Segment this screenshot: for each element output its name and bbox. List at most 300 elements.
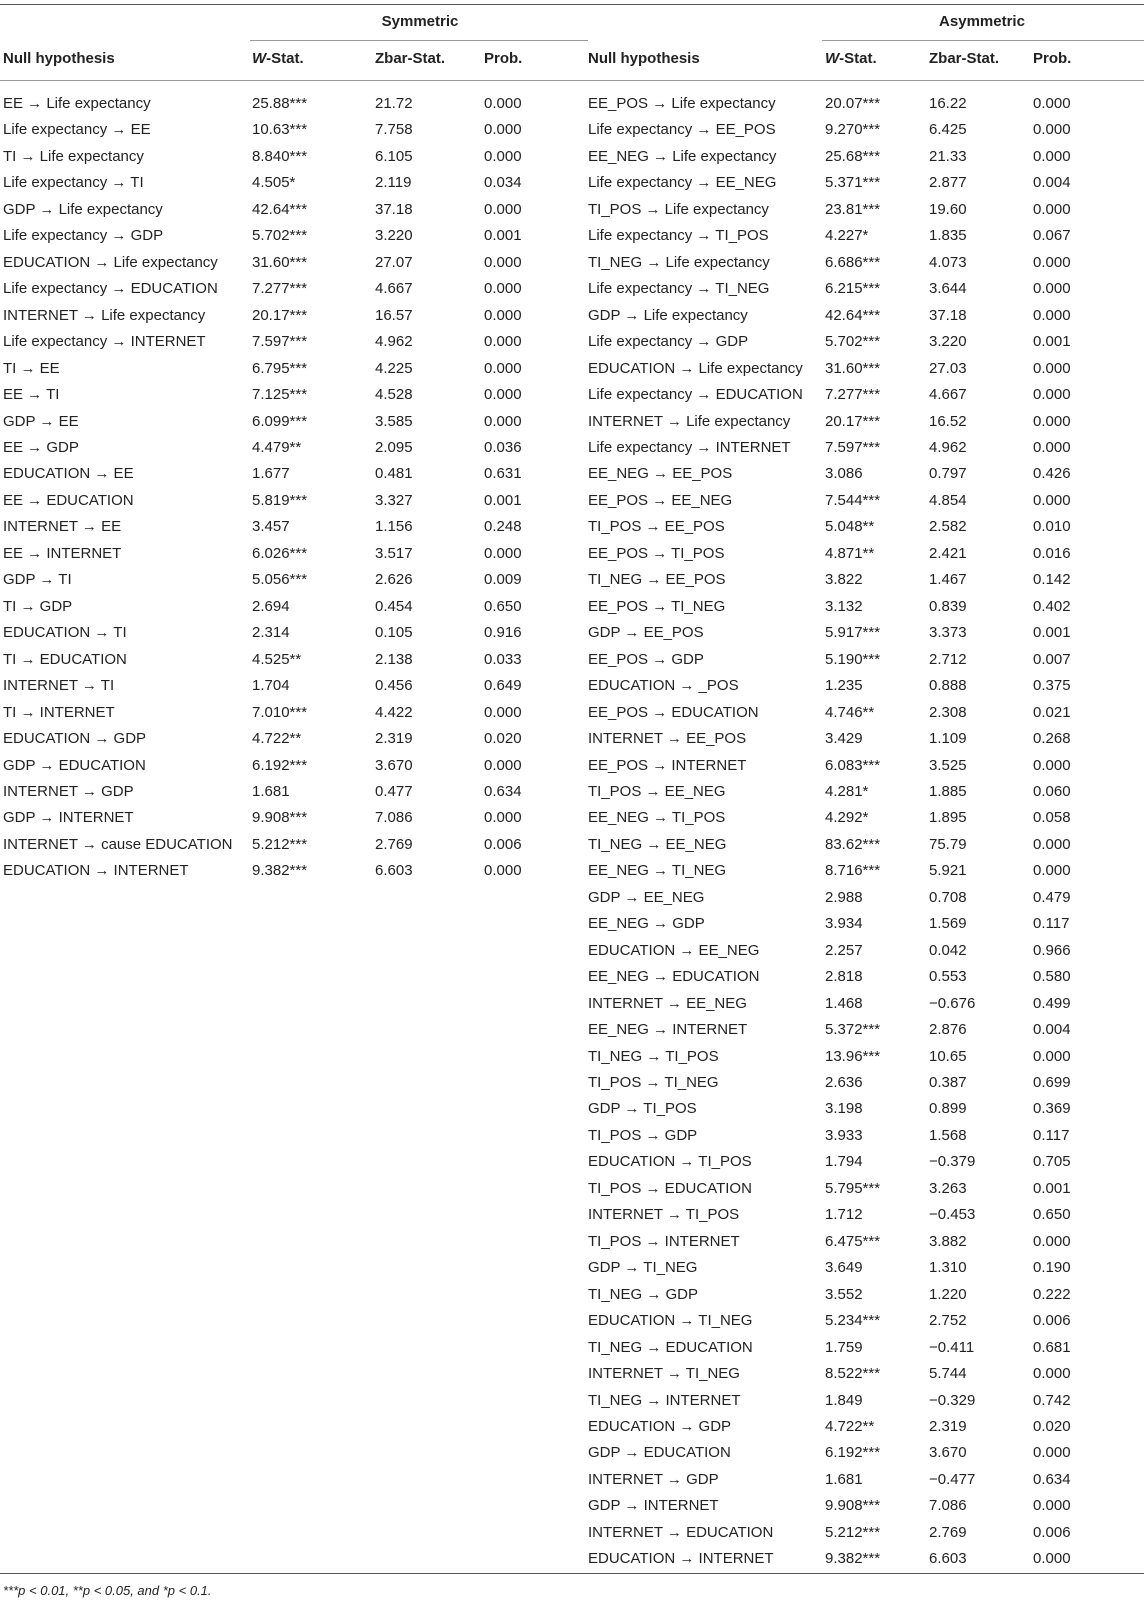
symmetric-cell-prob: 0.000 (484, 147, 522, 165)
symmetric-cell-w-stat: 10.63*** (252, 121, 308, 139)
table-row (0, 303, 1144, 329)
asymmetric-cell-w-stat: 5.795*** (825, 1179, 881, 1197)
symmetric-cell-zbar-stat: 3.517 (375, 544, 413, 562)
asymmetric-cell-prob: 0.007 (1033, 650, 1071, 668)
symmetric-cell-null-hypothesis: EDUCATION → GDP (3, 730, 147, 748)
asymmetric-cell-w-stat: 1.235 (825, 677, 863, 695)
asymmetric-cell-null-hypothesis: EE_NEG → EDUCATION (588, 968, 760, 986)
symmetric-cell-zbar-stat: 4.962 (375, 333, 413, 351)
asymmetric-cell-null-hypothesis: EE_POS → TI_NEG (588, 597, 726, 615)
symmetric-cell-null-hypothesis: EE → GDP (3, 438, 79, 456)
symmetric-cell-w-stat: 5.819*** (252, 491, 308, 509)
asymmetric-cell-zbar-stat: 1.835 (929, 227, 967, 245)
table-row (0, 700, 1144, 726)
asymmetric-cell-prob: 0.705 (1033, 1153, 1071, 1171)
col-header-w-stat-asymmetric (825, 50, 877, 67)
group-rule-symmetric (250, 40, 588, 41)
symmetric-cell-null-hypothesis: INTERNET → Life expectancy (3, 306, 206, 324)
symmetric-cell-w-stat: 4.525** (252, 650, 302, 668)
asymmetric-cell-null-hypothesis: GDP → EE_POS (588, 624, 704, 642)
asymmetric-cell-zbar-stat: 5.921 (929, 862, 967, 880)
table-row (0, 1361, 1144, 1387)
table-row (0, 1308, 1144, 1334)
asymmetric-cell-null-hypothesis: TI_POS → Life expectancy (588, 200, 769, 218)
symmetric-cell-zbar-stat: 7.758 (375, 121, 413, 139)
asymmetric-cell-null-hypothesis: TI_NEG → GDP (588, 1285, 699, 1303)
symmetric-cell-w-stat: 2.314 (252, 624, 290, 642)
asymmetric-cell-zbar-stat: 0.387 (929, 1074, 967, 1092)
table-row (0, 858, 1144, 884)
table-row (0, 805, 1144, 831)
asymmetric-cell-zbar-stat: 2.319 (929, 1418, 967, 1435)
symmetric-cell-null-hypothesis: TI → EDUCATION (3, 650, 127, 668)
asymmetric-cell-null-hypothesis: TI_POS → TI_NEG (588, 1074, 719, 1092)
asymmetric-cell-w-stat: 7.277*** (825, 386, 881, 404)
symmetric-cell-prob: 0.000 (484, 95, 522, 112)
symmetric-cell-zbar-stat: 37.18 (375, 200, 413, 218)
asymmetric-cell-prob: 0.000 (1033, 200, 1071, 218)
symmetric-cell-prob: 0.033 (484, 650, 522, 668)
symmetric-cell-w-stat: 6.026*** (252, 544, 308, 562)
symmetric-cell-null-hypothesis: EE → TI (3, 386, 60, 404)
col-header-prob-asymmetric: Prob. (1033, 50, 1072, 67)
asymmetric-cell-zbar-stat: 21.33 (929, 147, 967, 165)
symmetric-cell-w-stat: 31.60*** (252, 253, 308, 271)
asymmetric-cell-zbar-stat: 1.569 (929, 915, 967, 933)
asymmetric-cell-null-hypothesis: TI_POS → GDP (588, 1126, 698, 1144)
table-row (0, 1176, 1144, 1202)
asymmetric-cell-w-stat: 4.281* (825, 782, 869, 800)
symmetric-cell-w-stat: 4.479** (252, 438, 302, 456)
symmetric-cell-null-hypothesis: INTERNET → EE (3, 518, 122, 536)
asymmetric-cell-w-stat: 1.849 (825, 1391, 863, 1409)
table-row (0, 594, 1144, 620)
asymmetric-cell-w-stat: 2.988 (825, 888, 863, 906)
col-header-zbar-stat-symmetric: Zbar-Stat. (375, 50, 446, 67)
asymmetric-cell-prob: 0.402 (1033, 597, 1071, 615)
asymmetric-cell-null-hypothesis: EDUCATION → TI_NEG (588, 1312, 753, 1330)
asymmetric-cell-prob: 0.000 (1033, 1550, 1071, 1568)
symmetric-cell-zbar-stat: 2.626 (375, 571, 413, 589)
table-row (0, 1070, 1144, 1096)
table-row (0, 1440, 1144, 1466)
asymmetric-cell-prob: 0.000 (1033, 95, 1071, 112)
asymmetric-cell-prob: 0.000 (1033, 491, 1071, 509)
asymmetric-cell-null-hypothesis: EDUCATION → INTERNET (588, 1550, 774, 1568)
symmetric-cell-w-stat: 7.597*** (252, 333, 308, 351)
symmetric-cell-prob: 0.634 (484, 782, 522, 800)
asymmetric-cell-w-stat: 9.270*** (825, 121, 881, 139)
symmetric-cell-null-hypothesis: Life expectancy → TI (3, 174, 144, 192)
asymmetric-cell-zbar-stat: 3.670 (929, 1444, 967, 1462)
table-row (0, 197, 1144, 223)
asymmetric-cell-w-stat: 1.712 (825, 1206, 863, 1224)
symmetric-cell-zbar-stat: 2.119 (375, 174, 412, 192)
symmetric-cell-null-hypothesis: EDUCATION → Life expectancy (3, 253, 218, 271)
table-row (0, 144, 1144, 170)
table-row (0, 911, 1144, 937)
asymmetric-cell-w-stat: 7.597*** (825, 438, 881, 456)
asymmetric-cell-prob: 0.479 (1033, 888, 1071, 906)
table-row (0, 276, 1144, 302)
asymmetric-cell-null-hypothesis: EE_NEG → EE_POS (588, 465, 733, 483)
symmetric-cell-prob: 0.020 (484, 730, 522, 748)
symmetric-cell-w-stat: 4.505* (252, 174, 296, 192)
table-row (0, 964, 1144, 990)
table-row (0, 1493, 1144, 1519)
asymmetric-cell-prob: 0.000 (1033, 121, 1071, 139)
asymmetric-cell-prob: 0.000 (1033, 253, 1071, 271)
symmetric-cell-w-stat: 4.722** (252, 730, 302, 748)
asymmetric-cell-prob: 0.681 (1033, 1338, 1071, 1356)
asymmetric-cell-null-hypothesis: EE_NEG → Life expectancy (588, 147, 777, 165)
asymmetric-cell-w-stat: 42.64*** (825, 306, 881, 324)
asymmetric-cell-null-hypothesis: TI_NEG → INTERNET (588, 1391, 741, 1409)
asymmetric-cell-zbar-stat: 0.839 (929, 597, 967, 615)
symmetric-cell-null-hypothesis: GDP → EDUCATION (3, 756, 146, 774)
asymmetric-cell-zbar-stat: 19.60 (929, 200, 967, 218)
asymmetric-cell-prob: 0.699 (1033, 1074, 1071, 1092)
asymmetric-cell-prob: 0.634 (1033, 1470, 1071, 1488)
asymmetric-cell-w-stat: 20.17*** (825, 412, 881, 430)
asymmetric-cell-prob: 0.067 (1033, 227, 1071, 245)
asymmetric-cell-prob: 0.222 (1033, 1285, 1071, 1303)
asymmetric-cell-prob: 0.001 (1033, 333, 1071, 351)
symmetric-cell-zbar-stat: 4.528 (375, 386, 413, 404)
symmetric-cell-null-hypothesis: Life expectancy → EE (3, 121, 151, 139)
asymmetric-cell-w-stat: 4.871** (825, 544, 875, 562)
symmetric-cell-zbar-stat: 4.225 (375, 359, 413, 377)
asymmetric-cell-zbar-stat: 3.263 (929, 1179, 967, 1197)
table-row (0, 91, 1144, 117)
asymmetric-cell-null-hypothesis: TI_POS → EDUCATION (588, 1179, 752, 1197)
asymmetric-cell-w-stat: 8.522*** (825, 1365, 881, 1383)
asymmetric-cell-null-hypothesis: Life expectancy → EDUCATION (588, 386, 803, 404)
asymmetric-cell-w-stat: 5.190*** (825, 650, 881, 668)
asymmetric-cell-null-hypothesis: INTERNET → TI_POS (588, 1206, 740, 1224)
symmetric-cell-w-stat: 2.694 (252, 597, 290, 615)
asymmetric-cell-null-hypothesis: GDP → EE_NEG (588, 888, 705, 906)
asymmetric-cell-w-stat: 8.716*** (825, 862, 881, 880)
symmetric-cell-prob: 0.000 (484, 253, 522, 271)
symmetric-cell-null-hypothesis: EE → EDUCATION (3, 491, 134, 509)
symmetric-cell-null-hypothesis: INTERNET → cause EDUCATION (3, 835, 233, 853)
asymmetric-cell-w-stat: 1.759 (825, 1338, 863, 1356)
asymmetric-cell-w-stat: 5.234*** (825, 1312, 881, 1330)
asymmetric-cell-null-hypothesis: INTERNET → Life expectancy (588, 412, 791, 430)
asymmetric-cell-zbar-stat: 2.769 (929, 1523, 967, 1541)
table-row (0, 461, 1144, 487)
group-header-asymmetric: Asymmetric (939, 13, 1025, 30)
asymmetric-cell-prob: 0.000 (1033, 1497, 1071, 1515)
table-row (0, 250, 1144, 276)
table-row (0, 620, 1144, 646)
asymmetric-cell-w-stat: 3.552 (825, 1285, 863, 1303)
table-row (0, 1282, 1144, 1308)
col-header-w-stat-symmetric (252, 50, 304, 67)
asymmetric-cell-prob: 0.000 (1033, 359, 1071, 377)
asymmetric-cell-null-hypothesis: Life expectancy → INTERNET (588, 438, 791, 456)
asymmetric-cell-null-hypothesis: TI_NEG → Life expectancy (588, 253, 770, 271)
table-row (0, 223, 1144, 249)
symmetric-cell-null-hypothesis: TI → Life expectancy (3, 147, 144, 165)
asymmetric-cell-w-stat: 5.048** (825, 518, 875, 536)
symmetric-cell-prob: 0.034 (484, 174, 522, 192)
asymmetric-cell-zbar-stat: 3.220 (929, 333, 967, 351)
table-row (0, 1388, 1144, 1414)
asymmetric-cell-zbar-stat: 1.109 (929, 730, 967, 748)
asymmetric-cell-prob: 0.966 (1033, 941, 1071, 959)
table-row (0, 382, 1144, 408)
symmetric-cell-null-hypothesis: EDUCATION → EE (3, 465, 134, 483)
asymmetric-cell-zbar-stat: −0.477 (929, 1470, 976, 1488)
table-row (0, 832, 1144, 858)
asymmetric-cell-null-hypothesis: EE_POS → INTERNET (588, 756, 747, 774)
asymmetric-cell-zbar-stat: 7.086 (929, 1497, 967, 1515)
w-letter: W (252, 50, 267, 67)
asymmetric-cell-null-hypothesis: EE_POS → EDUCATION (588, 703, 759, 721)
symmetric-cell-null-hypothesis: TI → GDP (3, 597, 73, 615)
symmetric-cell-prob: 0.000 (484, 703, 522, 721)
symmetric-cell-zbar-stat: 4.667 (375, 280, 413, 298)
symmetric-cell-prob: 0.649 (484, 677, 522, 695)
asymmetric-cell-prob: 0.117 (1033, 1126, 1070, 1144)
asymmetric-cell-prob: 0.499 (1033, 994, 1071, 1012)
symmetric-cell-w-stat: 7.277*** (252, 280, 308, 298)
symmetric-cell-w-stat: 42.64*** (252, 200, 308, 218)
asymmetric-cell-null-hypothesis: EDUCATION → EE_NEG (588, 941, 760, 959)
asymmetric-cell-w-stat: 3.933 (825, 1126, 863, 1144)
asymmetric-cell-w-stat: 31.60*** (825, 359, 881, 377)
asymmetric-cell-zbar-stat: 4.962 (929, 438, 967, 456)
col-header-zbar-stat-asymmetric: Zbar-Stat. (929, 50, 1000, 67)
symmetric-cell-null-hypothesis: INTERNET → GDP (3, 782, 134, 800)
asymmetric-cell-w-stat: 83.62*** (825, 835, 881, 853)
asymmetric-cell-null-hypothesis: INTERNET → TI_NEG (588, 1365, 740, 1383)
asymmetric-cell-zbar-stat: 4.073 (929, 253, 967, 271)
asymmetric-cell-prob: 0.058 (1033, 809, 1071, 827)
symmetric-cell-null-hypothesis: EDUCATION → INTERNET (3, 862, 189, 880)
table-row (0, 1202, 1144, 1228)
asymmetric-cell-prob: 0.000 (1033, 412, 1071, 430)
asymmetric-cell-null-hypothesis: Life expectancy → GDP (588, 333, 749, 351)
asymmetric-cell-w-stat: 6.686*** (825, 253, 881, 271)
asymmetric-cell-w-stat: 4.227* (825, 227, 869, 245)
symmetric-cell-zbar-stat: 21.72 (375, 95, 413, 112)
symmetric-cell-null-hypothesis: EDUCATION → TI (3, 624, 127, 642)
asymmetric-cell-zbar-stat: 2.582 (929, 518, 967, 536)
asymmetric-cell-w-stat: 3.429 (825, 730, 863, 748)
symmetric-cell-null-hypothesis: INTERNET → TI (3, 677, 115, 695)
asymmetric-cell-zbar-stat: 0.797 (929, 465, 967, 483)
asymmetric-cell-zbar-stat: 10.65 (929, 1047, 967, 1065)
asymmetric-cell-prob: 0.020 (1033, 1418, 1071, 1435)
symmetric-cell-null-hypothesis: TI → INTERNET (3, 703, 115, 721)
asymmetric-cell-null-hypothesis: GDP → Life expectancy (588, 306, 748, 324)
asymmetric-cell-w-stat: 2.818 (825, 968, 863, 986)
asymmetric-cell-null-hypothesis: EE_POS → GDP (588, 650, 704, 668)
table-row (0, 356, 1144, 382)
col-header-null-hypothesis-asymmetric: Null hypothesis (588, 50, 700, 67)
asymmetric-cell-null-hypothesis: EE_POS → TI_POS (588, 544, 725, 562)
symmetric-cell-w-stat: 8.840*** (252, 147, 308, 165)
asymmetric-cell-zbar-stat: 27.03 (929, 359, 967, 377)
asymmetric-cell-prob: 0.060 (1033, 782, 1071, 800)
asymmetric-cell-null-hypothesis: INTERNET → EE_NEG (588, 994, 747, 1012)
asymmetric-cell-prob: 0.369 (1033, 1100, 1071, 1118)
w-rest: -Stat. (839, 50, 877, 67)
symmetric-cell-prob: 0.000 (484, 359, 522, 377)
asymmetric-cell-prob: 0.190 (1033, 1259, 1071, 1277)
table-row (0, 726, 1144, 752)
asymmetric-cell-null-hypothesis: GDP → EDUCATION (588, 1444, 731, 1462)
table-row (0, 1255, 1144, 1281)
table-row (0, 1520, 1144, 1546)
symmetric-cell-w-stat: 9.382*** (252, 862, 308, 880)
symmetric-cell-prob: 0.000 (484, 756, 522, 774)
asymmetric-cell-zbar-stat: −0.676 (929, 994, 976, 1012)
asymmetric-cell-null-hypothesis: TI_NEG → EE_POS (588, 571, 726, 589)
asymmetric-cell-prob: 0.006 (1033, 1312, 1071, 1330)
col-header-null-hypothesis-symmetric: Null hypothesis (3, 50, 115, 67)
asymmetric-cell-zbar-stat: −0.453 (929, 1206, 976, 1224)
asymmetric-cell-zbar-stat: 0.888 (929, 677, 967, 695)
table-row (0, 779, 1144, 805)
asymmetric-cell-w-stat: 6.083*** (825, 756, 881, 774)
asymmetric-cell-zbar-stat: 16.22 (929, 95, 967, 112)
symmetric-cell-w-stat: 7.010*** (252, 703, 308, 721)
symmetric-cell-prob: 0.000 (484, 544, 522, 562)
asymmetric-cell-zbar-stat: 3.644 (929, 280, 967, 298)
symmetric-cell-w-stat: 1.704 (252, 677, 290, 695)
asymmetric-cell-w-stat: 6.215*** (825, 280, 881, 298)
symmetric-cell-prob: 0.000 (484, 862, 522, 880)
symmetric-cell-null-hypothesis: Life expectancy → GDP (3, 227, 164, 245)
symmetric-cell-prob: 0.006 (484, 835, 522, 853)
symmetric-cell-zbar-stat: 7.086 (375, 809, 413, 827)
symmetric-cell-w-stat: 1.677 (252, 465, 290, 483)
symmetric-cell-prob: 0.000 (484, 306, 522, 324)
asymmetric-cell-null-hypothesis: Life expectancy → EE_NEG (588, 174, 777, 192)
asymmetric-cell-w-stat: 3.822 (825, 571, 863, 589)
symmetric-cell-w-stat: 1.681 (252, 782, 290, 800)
asymmetric-cell-prob: 0.016 (1033, 544, 1071, 562)
symmetric-cell-null-hypothesis: GDP → Life expectancy (3, 200, 163, 218)
symmetric-cell-prob: 0.000 (484, 200, 522, 218)
asymmetric-cell-null-hypothesis: INTERNET → EDUCATION (588, 1523, 774, 1541)
table-row (0, 117, 1144, 143)
table-row (0, 1017, 1144, 1043)
symmetric-cell-zbar-stat: 0.481 (375, 465, 413, 483)
symmetric-cell-null-hypothesis: GDP → TI (3, 571, 72, 589)
asymmetric-cell-w-stat: 7.544*** (825, 491, 881, 509)
asymmetric-cell-null-hypothesis: TI_POS → INTERNET (588, 1232, 740, 1250)
asymmetric-cell-zbar-stat: 1.885 (929, 782, 967, 800)
table-row (0, 1467, 1144, 1493)
asymmetric-cell-w-stat: 5.702*** (825, 333, 881, 351)
asymmetric-cell-prob: 0.000 (1033, 835, 1071, 853)
symmetric-cell-prob: 0.000 (484, 386, 522, 404)
asymmetric-cell-prob: 0.268 (1033, 730, 1071, 748)
footnote: ***p < 0.01, **p < 0.05, and *p < 0.1. (3, 1583, 212, 1598)
asymmetric-cell-prob: 0.004 (1033, 174, 1071, 192)
asymmetric-cell-w-stat: 2.636 (825, 1074, 863, 1092)
asymmetric-cell-prob: 0.000 (1033, 1444, 1071, 1462)
asymmetric-cell-zbar-stat: 2.877 (929, 174, 967, 192)
asymmetric-cell-w-stat: 3.132 (825, 597, 863, 615)
symmetric-cell-zbar-stat: 2.769 (375, 835, 413, 853)
symmetric-cell-zbar-stat: 2.095 (375, 438, 413, 456)
table-row (0, 1149, 1144, 1175)
asymmetric-cell-zbar-stat: 1.895 (929, 809, 967, 827)
asymmetric-cell-prob: 0.650 (1033, 1206, 1071, 1224)
asymmetric-cell-w-stat: 3.649 (825, 1259, 863, 1277)
table-row (0, 753, 1144, 779)
table-row (0, 409, 1144, 435)
symmetric-cell-null-hypothesis: Life expectancy → EDUCATION (3, 280, 218, 298)
symmetric-cell-prob: 0.000 (484, 809, 522, 827)
symmetric-cell-w-stat: 6.192*** (252, 756, 308, 774)
symmetric-cell-zbar-stat: 3.670 (375, 756, 413, 774)
symmetric-cell-prob: 0.916 (484, 624, 522, 642)
asymmetric-cell-null-hypothesis: EE_NEG → GDP (588, 915, 705, 933)
asymmetric-cell-zbar-stat: 16.52 (929, 412, 967, 430)
asymmetric-cell-zbar-stat: 1.467 (929, 571, 967, 589)
asymmetric-cell-zbar-stat: 1.310 (929, 1259, 967, 1277)
asymmetric-cell-prob: 0.000 (1033, 147, 1071, 165)
table-row (0, 673, 1144, 699)
asymmetric-cell-zbar-stat: −0.329 (929, 1391, 976, 1409)
asymmetric-cell-zbar-stat: 75.79 (929, 835, 967, 853)
table-row (0, 1123, 1144, 1149)
asymmetric-cell-zbar-stat: 3.882 (929, 1232, 967, 1250)
asymmetric-cell-w-stat: 6.192*** (825, 1444, 881, 1462)
asymmetric-cell-w-stat: 3.198 (825, 1100, 863, 1118)
asymmetric-cell-prob: 0.375 (1033, 677, 1071, 695)
symmetric-cell-w-stat: 5.702*** (252, 227, 308, 245)
table-row (0, 1335, 1144, 1361)
symmetric-cell-prob: 0.001 (484, 491, 522, 509)
asymmetric-cell-zbar-stat: 4.667 (929, 386, 967, 404)
asymmetric-cell-zbar-stat: 3.525 (929, 756, 967, 774)
symmetric-cell-zbar-stat: 6.105 (375, 147, 413, 165)
symmetric-cell-zbar-stat: 1.156 (375, 518, 413, 536)
asymmetric-cell-null-hypothesis: GDP → INTERNET (588, 1497, 719, 1515)
asymmetric-cell-w-stat: 9.382*** (825, 1550, 881, 1568)
symmetric-cell-zbar-stat: 0.105 (375, 624, 413, 642)
asymmetric-cell-prob: 0.117 (1033, 915, 1070, 933)
symmetric-cell-null-hypothesis: EE → INTERNET (3, 544, 122, 562)
asymmetric-cell-null-hypothesis: GDP → TI_POS (588, 1100, 697, 1118)
asymmetric-cell-prob: 0.021 (1033, 703, 1071, 721)
asymmetric-cell-zbar-stat: 2.712 (929, 650, 967, 668)
asymmetric-cell-w-stat: 5.212*** (825, 1523, 881, 1541)
symmetric-cell-w-stat: 20.17*** (252, 306, 308, 324)
table-row (0, 885, 1144, 911)
symmetric-cell-w-stat: 5.212*** (252, 835, 308, 853)
symmetric-cell-prob: 0.631 (484, 465, 522, 483)
asymmetric-cell-prob: 0.000 (1033, 1232, 1071, 1250)
table-row (0, 647, 1144, 673)
table-row (0, 1546, 1144, 1572)
asymmetric-cell-null-hypothesis: TI_POS → EE_POS (588, 518, 725, 536)
asymmetric-cell-zbar-stat: −0.411 (929, 1338, 975, 1356)
asymmetric-cell-w-stat: 2.257 (825, 941, 863, 959)
asymmetric-cell-w-stat: 20.07*** (825, 95, 881, 112)
asymmetric-cell-w-stat: 1.468 (825, 994, 863, 1012)
symmetric-cell-null-hypothesis: GDP → INTERNET (3, 809, 134, 827)
asymmetric-cell-prob: 0.004 (1033, 1021, 1071, 1039)
